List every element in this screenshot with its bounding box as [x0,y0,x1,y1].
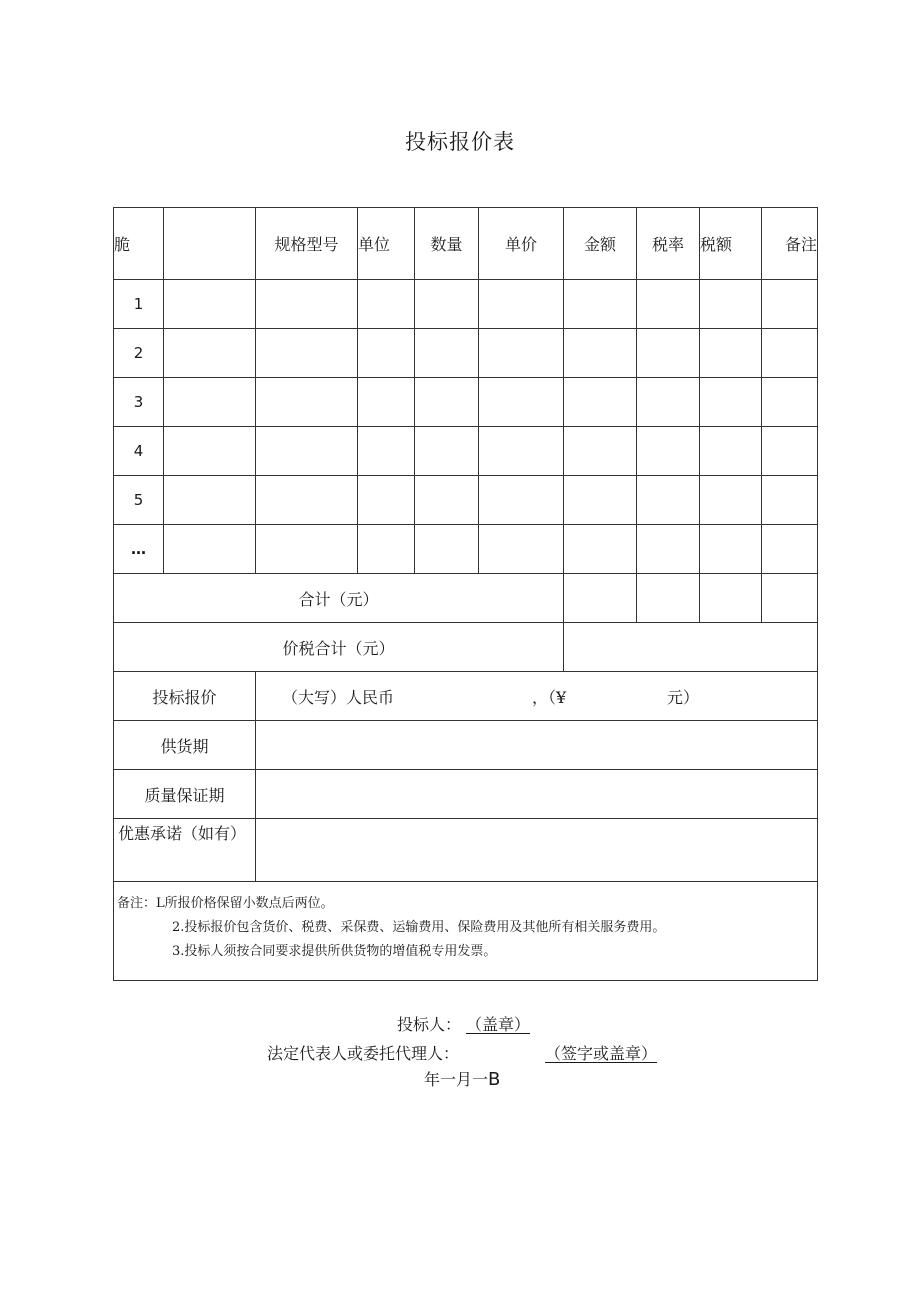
row-index: 4 [114,427,164,476]
cell-tax-rate[interactable] [637,525,700,574]
warranty-label: 质量保证期 [114,770,256,819]
cell-tax-amount[interactable] [700,280,762,329]
cell-unit-price[interactable] [479,525,564,574]
cell-amount[interactable] [564,476,637,525]
date-b: B [488,1069,501,1090]
cell-unit[interactable] [358,525,415,574]
cell-remarks[interactable] [762,525,818,574]
cell-remarks[interactable] [762,427,818,476]
table-row [114,525,818,574]
bid-price-prefix: （大写）人民币 [282,687,395,707]
cell-unit-price[interactable] [479,280,564,329]
cell-name[interactable] [164,525,256,574]
total-label: 合计（元） [114,574,564,623]
row-index: … [114,525,164,574]
cell-spec[interactable] [256,329,358,378]
total-tax-rate[interactable] [637,574,700,623]
cell-tax-amount[interactable] [700,525,762,574]
header-tax-amount: 税额 [700,208,762,280]
cell-qty[interactable] [415,378,479,427]
cell-qty[interactable] [415,525,479,574]
cell-spec[interactable] [256,378,358,427]
delivery-label: 供货期 [114,721,256,770]
cell-unit-price[interactable] [479,378,564,427]
bid-quote-table [113,207,818,981]
row-index: 1 [114,280,164,329]
cell-remarks[interactable] [762,378,818,427]
promise-row [114,819,818,882]
cell-qty[interactable] [415,329,479,378]
table-row [114,476,818,525]
bid-price-suffix: 元） [667,687,700,707]
total-amount[interactable] [564,574,637,623]
bidder-label: 投标人： [397,1015,462,1034]
cell-tax-rate[interactable] [637,280,700,329]
table-row [114,329,818,378]
header-remarks: 备注 [762,208,818,280]
cell-name[interactable] [164,280,256,329]
cell-tax-amount[interactable] [700,329,762,378]
delivery-row [114,721,818,770]
date-prefix: 年一月一 [424,1070,489,1089]
bid-price-label: 投标报价 [114,672,256,721]
total-row [114,574,818,623]
cell-qty[interactable] [415,427,479,476]
cell-remarks[interactable] [762,476,818,525]
bid-price-sep: ，（¥ [532,687,567,707]
delivery-value[interactable] [256,721,818,770]
cell-unit[interactable] [358,476,415,525]
header-spec: 规格型号 [256,208,358,280]
cell-amount[interactable] [564,427,637,476]
cell-tax-amount[interactable] [700,476,762,525]
cell-unit[interactable] [358,329,415,378]
cell-tax-rate[interactable] [637,427,700,476]
row-index: 5 [114,476,164,525]
promise-label: 优惠承诺（如有） [114,819,256,882]
warranty-value[interactable] [256,770,818,819]
cell-tax-rate[interactable] [637,329,700,378]
representative-label: 法定代表人或委托代理人： [267,1044,460,1063]
header-row [114,208,818,280]
warranty-row [114,770,818,819]
representative-sign[interactable]: （签字或盖章） [545,1044,658,1063]
cell-name[interactable] [164,427,256,476]
header-seq: 脆 [114,208,164,280]
header-unit-price: 单价 [479,208,564,280]
promise-value[interactable] [256,819,818,882]
cell-amount[interactable] [564,280,637,329]
page-title: 投标报价表 [405,130,515,154]
cell-remarks[interactable] [762,280,818,329]
cell-remarks[interactable] [762,329,818,378]
cell-spec[interactable] [256,427,358,476]
notes-row [114,882,818,981]
cell-name[interactable] [164,476,256,525]
note-line-3: 3.投标人须按合同要求提供所供货物的增值税专用发票。 [172,944,497,959]
tax-total-label: 价税合计（元） [114,623,564,672]
cell-spec[interactable] [256,525,358,574]
cell-qty[interactable] [415,476,479,525]
table-row [114,427,818,476]
note-line-1: 备注：L所报价格保留小数点后两位。 [117,896,334,911]
cell-unit-price[interactable] [479,427,564,476]
cell-unit-price[interactable] [479,329,564,378]
cell-name[interactable] [164,378,256,427]
cell-amount[interactable] [564,378,637,427]
cell-amount[interactable] [564,525,637,574]
cell-spec[interactable] [256,476,358,525]
total-remarks[interactable] [762,574,818,623]
note-line-2: 2.投标报价包含货价、税费、采保费、运输费用、保险费用及其他所有相关服务费用。 [172,920,666,935]
cell-unit[interactable] [358,378,415,427]
cell-tax-amount[interactable] [700,427,762,476]
notes [114,882,818,981]
cell-tax-rate[interactable] [637,476,700,525]
total-tax-amount[interactable] [700,574,762,623]
date-label [424,1067,500,1090]
cell-unit[interactable] [358,427,415,476]
bid-price-row [114,672,818,721]
tax-total-value[interactable] [564,623,818,672]
cell-amount[interactable] [564,329,637,378]
header-qty: 数量 [415,208,479,280]
table-row [114,378,818,427]
row-index: 3 [114,378,164,427]
header-tax-rate: 税率 [637,208,700,280]
bid-price-value[interactable] [256,672,818,721]
cell-spec[interactable] [256,280,358,329]
cell-name[interactable] [164,329,256,378]
cell-tax-rate[interactable] [637,378,700,427]
header-name [164,208,256,280]
header-amount: 金额 [564,208,637,280]
cell-unit-price[interactable] [479,476,564,525]
row-index: 2 [114,329,164,378]
cell-qty[interactable] [415,280,479,329]
tax-total-row [114,623,818,672]
table-row [114,280,818,329]
cell-tax-amount[interactable] [700,378,762,427]
cell-unit[interactable] [358,280,415,329]
header-unit: 单位 [358,208,415,280]
bidder-seal[interactable]: （盖章） [466,1015,531,1034]
